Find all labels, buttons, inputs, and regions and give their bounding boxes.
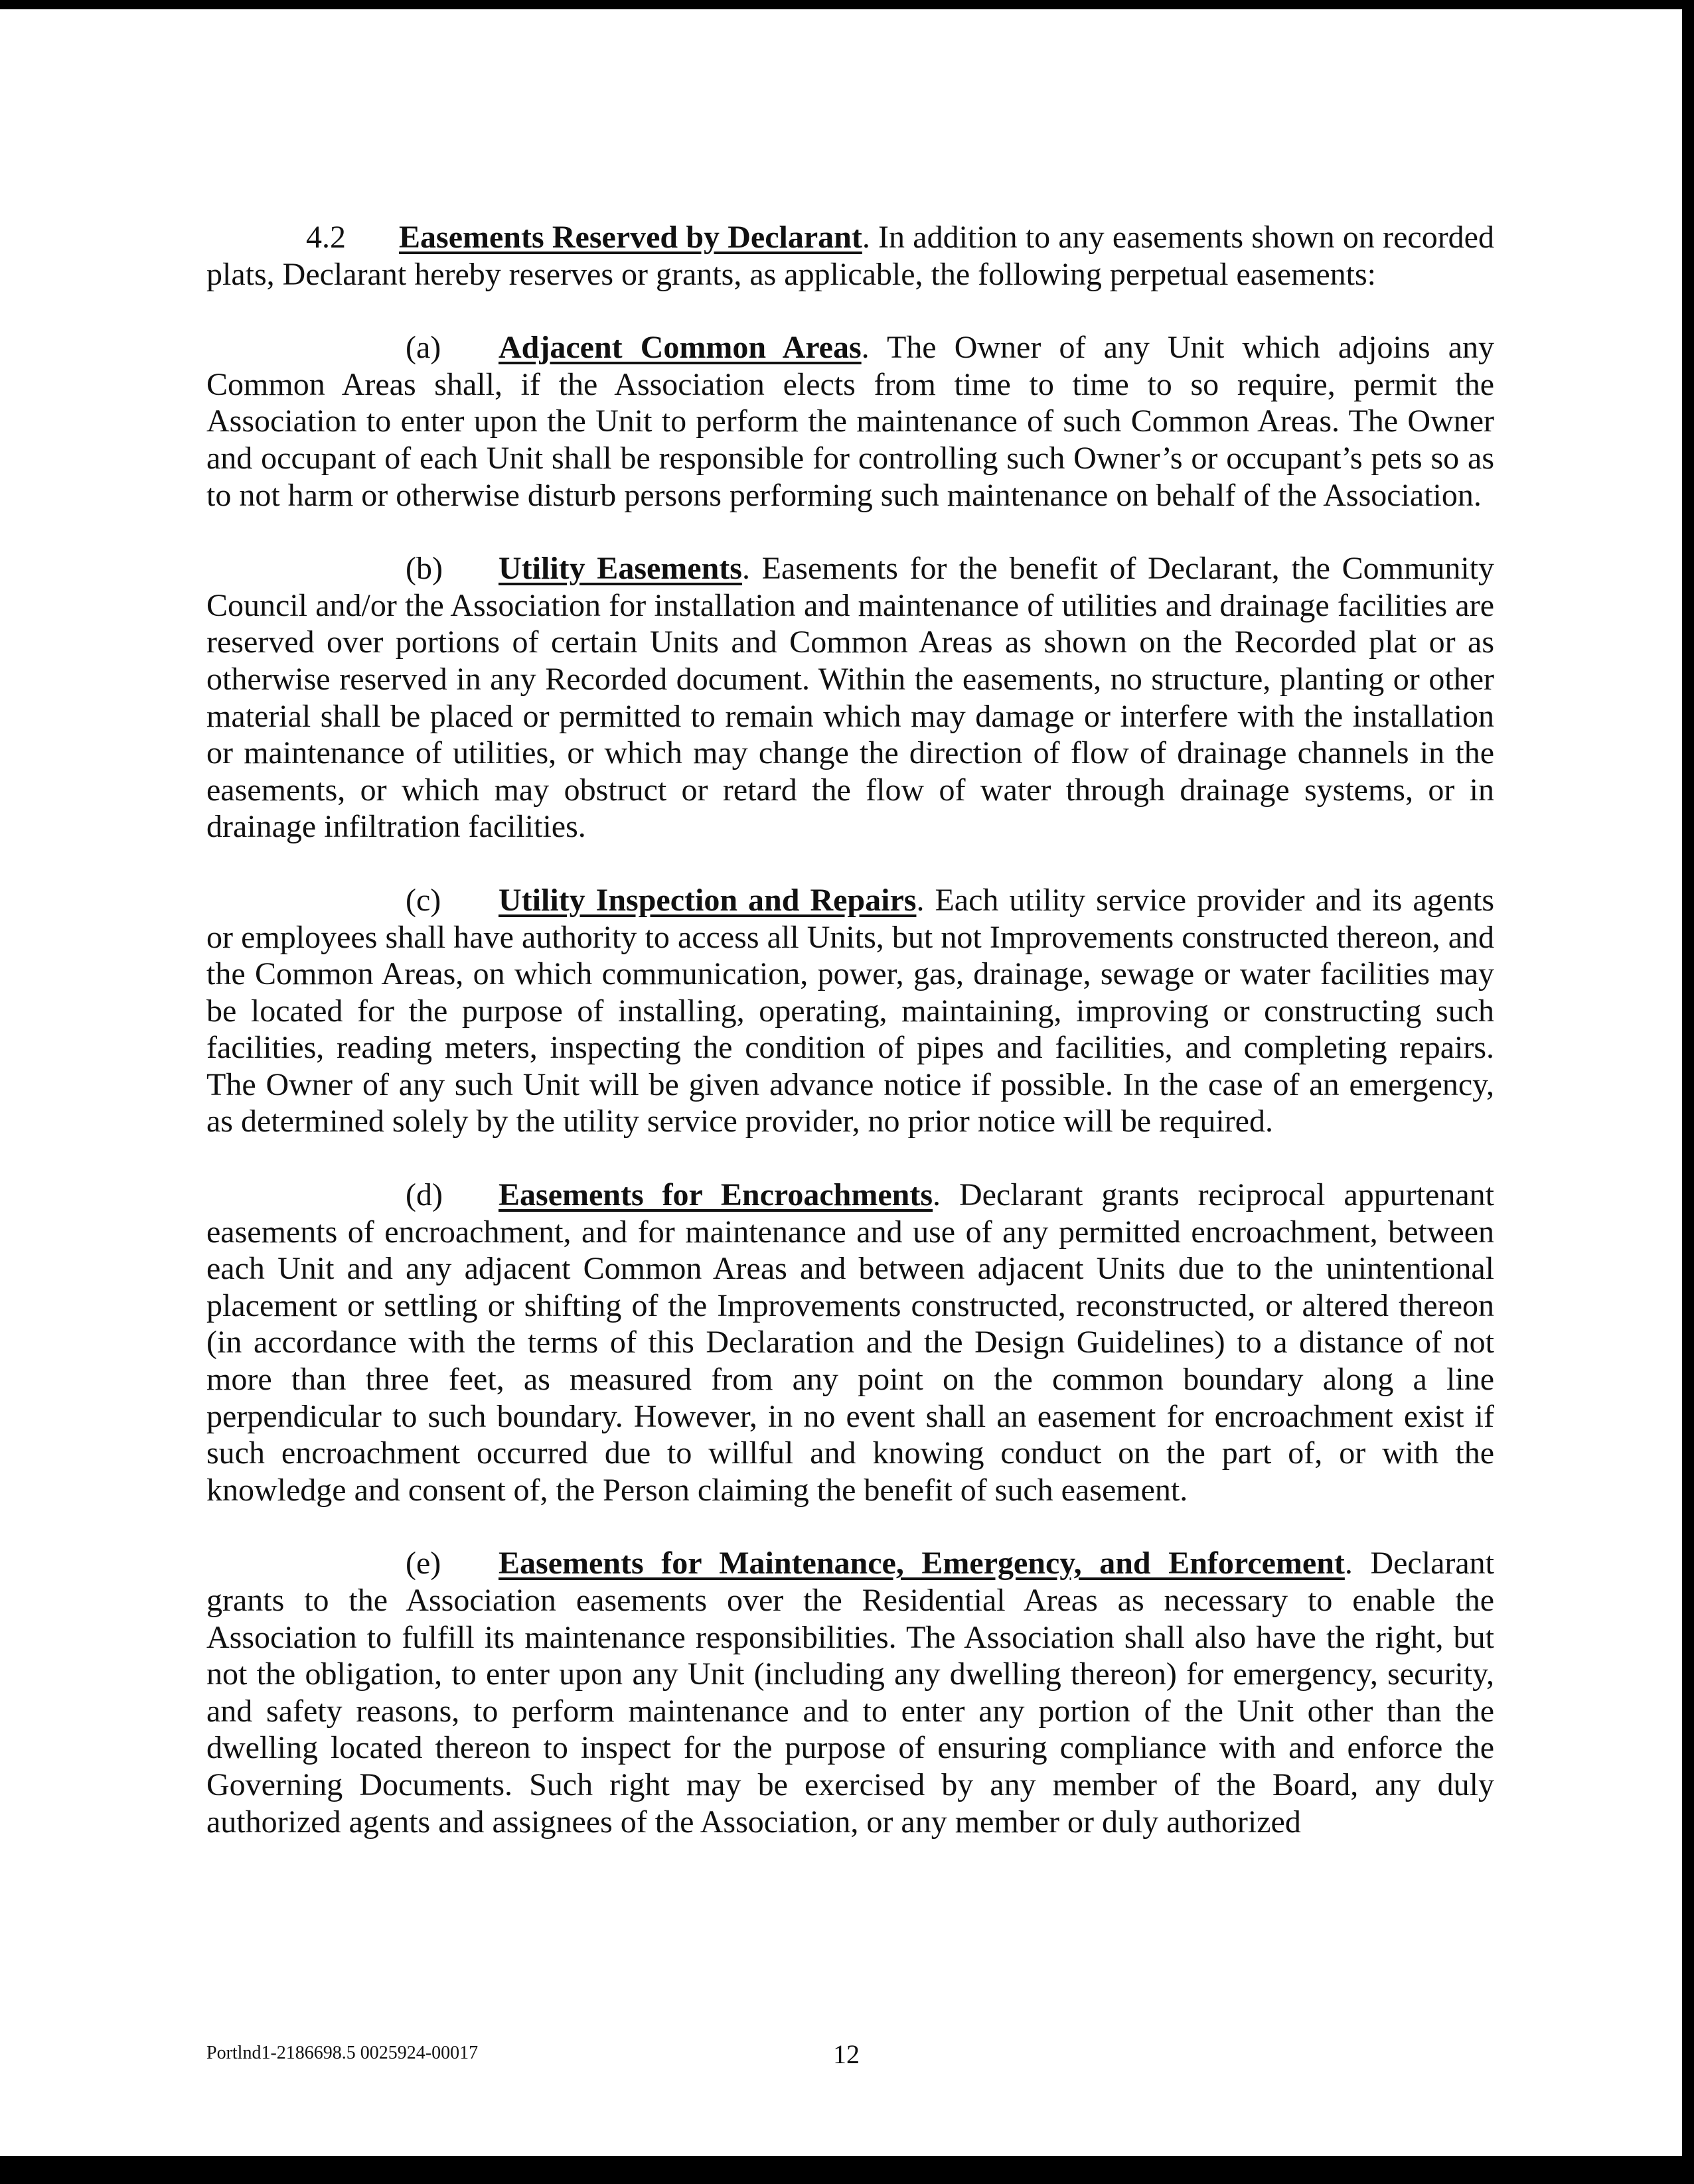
document-body (206, 219, 1494, 1877)
subsection-heading: Utility Inspection and Repairs (499, 882, 917, 918)
subsection-d-paragraph (206, 1177, 1494, 1508)
subsection-label: (a) (406, 330, 441, 366)
subsection-label: (e) (406, 1546, 441, 1581)
subsection-text: . Each utility service provider and its agents or employees shall have authority to access all Units, but not Improvements constructed thereon, and the Common Areas, on which communication, power, gas, drainage, sewage or water facilities may be located for the purpose of installing, operating, maintaining, improving or constructing such facilities, reading meters, inspecting the condition of pipes and facilities, and completing repairs. The Owner of any such Unit will be given advance notice if possible. In the case of an emergency, as determined solely by the utility service provider, no prior notice will be required. (206, 882, 1494, 1139)
subsection-label: (b) (406, 551, 443, 587)
subsection-text: . Declarant grants reciprocal appurtenant easements of encroachment, and for maintenance and use of any permitted encroachment, between each Unit and any adjacent Common Areas and between adjacent Units due to the unintentional placement or settling or shifting of the Improvements constructed, reconstructed, or altered thereon (in accordance with the terms of this Declaration and the Design Guidelines) to a distance of not more than three feet, as measured from any point on the common boundary along a line perpendicular to such boundary. However, in no event shall an easement for encroachment exist if such encroachment occurred due to willful and knowing conduct on the part of, or with the knowledge and consent of, the Person claiming the benefit of such easement. (206, 1177, 1495, 1508)
subsection-c-paragraph (206, 882, 1494, 1140)
footer-page-number: 12 (833, 2039, 860, 2069)
subsection-heading: Utility Easements (499, 551, 742, 587)
subsection-heading: Easements for Encroachments (499, 1177, 933, 1213)
subsection-heading: Easements for Maintenance, Emergency, and Enforcement (499, 1546, 1345, 1581)
section-heading: Easements Reserved by Declarant (399, 220, 862, 255)
subsection-text: . The Owner of any Unit which adjoins any Common Areas shall, if the Association elects from time to time to so require, permit the Association to enter upon the Unit to perform the maintenance of such Common Areas. The Owner and occupant of each Unit shall be responsible for controlling such Owner’s or occupant’s pets so as to not harm or otherwise disturb persons performing such maintenance on behalf of the Association. (206, 330, 1494, 513)
footer-document-id: Portlnd1-2186698.5 0025924-00017 (206, 2043, 479, 2063)
subsection-heading: Adjacent Common Areas (499, 330, 862, 366)
section-4-2-paragraph (206, 219, 1494, 293)
subsection-e-paragraph (206, 1545, 1494, 1840)
scan-border-top (0, 0, 1694, 9)
scan-border-bottom (0, 2156, 1694, 2184)
subsection-text: . Declarant grants to the Association easements over the Residential Areas as necessary to enable the Association to fulfill its maintenance responsibilities. The Association shall also have the right, but not the obligation, to enter upon any Unit (including any dwelling thereon) for emergency, security, and safety reasons, to perform maintenance and to enter any portion of the Unit other than the dwelling located thereon to inspect for the purpose of ensuring compliance with and enforce the Governing Documents. Such right may be exercised by any member of the Board, any duly authorized agents and assignees of the Association, or any member or duly authorized (206, 1546, 1494, 1840)
subsection-a-paragraph (206, 329, 1494, 514)
section-number: 4.2 (306, 220, 346, 255)
subsection-label: (d) (406, 1177, 443, 1213)
subsection-label: (c) (406, 882, 441, 918)
scan-border-right (1682, 0, 1694, 2184)
subsection-text: . Easements for the benefit of Declarant, the Community Council and/or the Association for installation and maintenance of utilities and drainage facilities are reserved over portions of certain Units and Common Areas as shown on the Recorded plat or as otherwise reserved in any Recorded document. Within the easements, no structure, planting or other material shall be placed or permitted to remain which may damage or interfere with the installation or maintenance of utilities, or which may change the direction of flow of drainage channels in the easements, or which may obstruct or retard the flow of water through drainage systems, or in drainage infiltration facilities. (206, 551, 1494, 845)
section-text: . In addition to any easements shown on recorded plats, Declarant hereby reserves or grants, as applicable, the following perpetual easements: (206, 220, 1494, 292)
subsection-b-paragraph (206, 550, 1494, 845)
